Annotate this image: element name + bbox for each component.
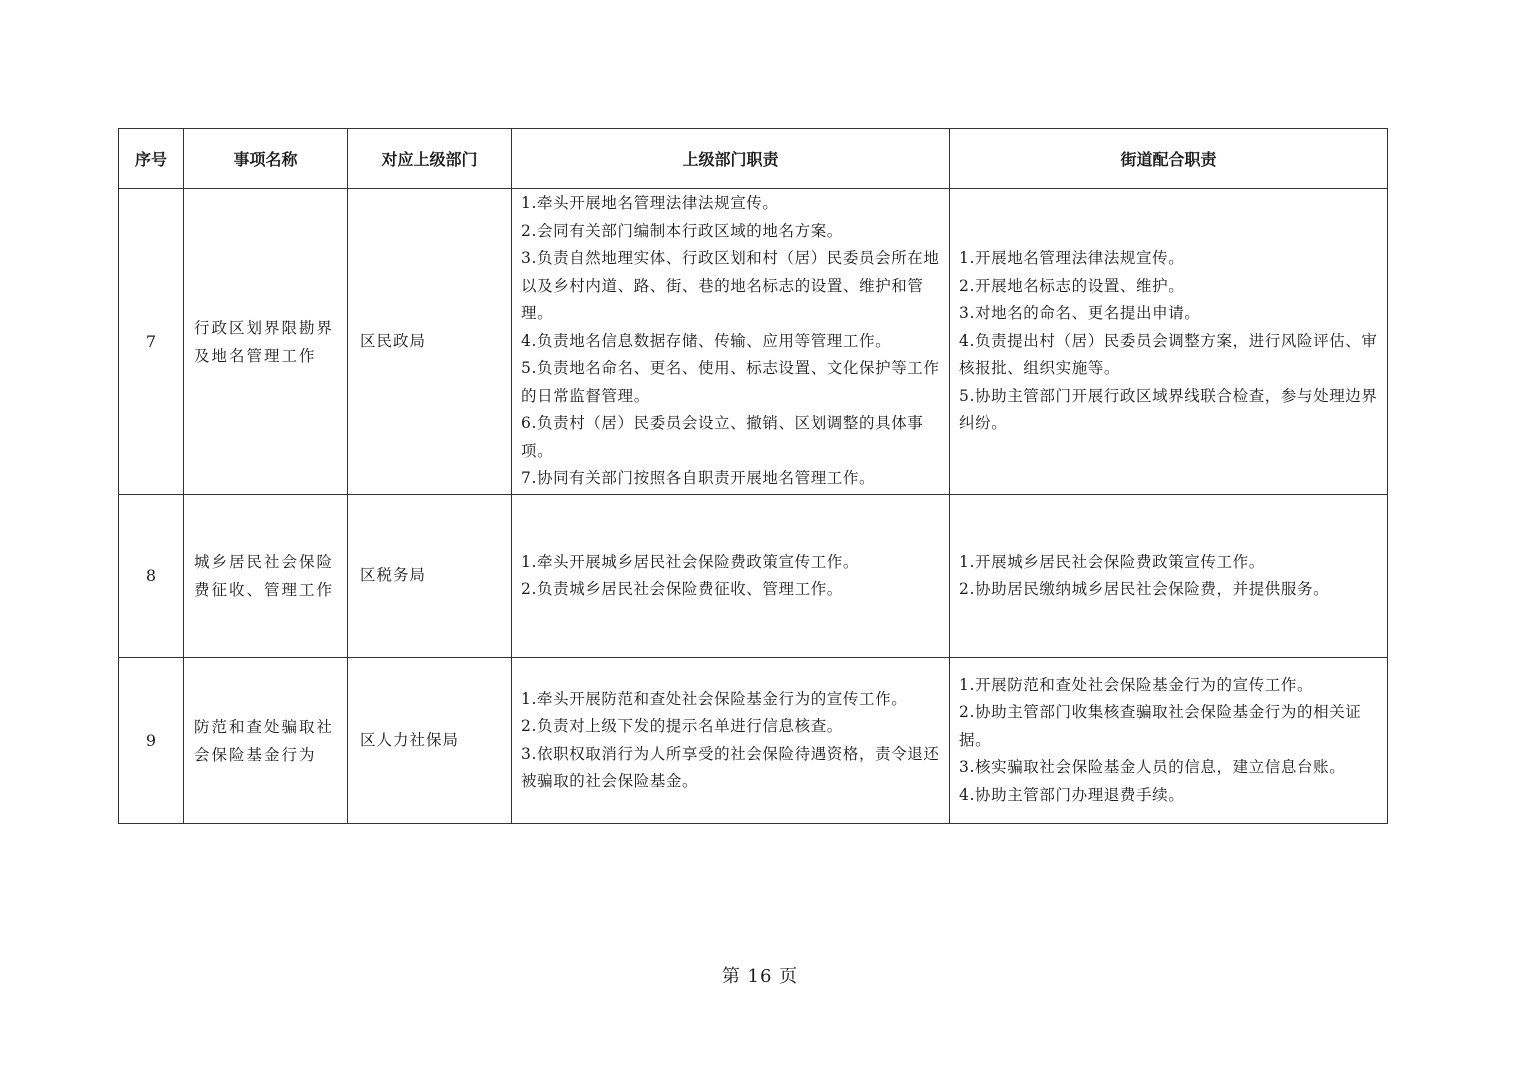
duty-line: 1.开展地名管理法律法规宣传。 [959, 249, 1185, 268]
duty-line: 5.协助主管部门开展行政区域界线联合检查，参与处理边界纠纷。 [959, 386, 1378, 433]
duty-line: 2.协助居民缴纳城乡居民社会保险费，并提供服务。 [959, 580, 1330, 598]
row-seq: 9 [119, 658, 184, 824]
duty-line: 3.依职权取消行为人所享受的社会保险待遇资格，责令退还被骗取的社会保险基金。 [521, 744, 940, 790]
row-street-duty [950, 189, 1388, 495]
duty-table [118, 128, 1388, 824]
duty-line: 2.协助主管部门收集核查骗取社会保险基金行为的相关证据。 [959, 703, 1362, 749]
row-seq: 8 [119, 495, 184, 658]
duty-line: 2.负责城乡居民社会保险费征收、管理工作。 [521, 580, 843, 598]
duty-line: 7.协同有关部门按照各自职责开展地名管理工作。 [521, 469, 876, 488]
row-street-duty [950, 495, 1388, 658]
row-seq: 7 [119, 189, 184, 495]
duty-line: 2.开展地名标志的设置、维护。 [959, 276, 1185, 295]
table-header-row [119, 129, 1388, 189]
row-dept: 区税务局 [348, 495, 512, 658]
duty-line: 4.协助主管部门办理退费手续。 [959, 785, 1185, 804]
duty-line: 5.负责地名命名、更名、使用、标志设置、文化保护等工作的日常监督管理。 [521, 359, 940, 405]
header-dept: 对应上级部门 [348, 129, 512, 189]
duty-line: 6.负责村（居）民委员会设立、撤销、区划调整的具体事项。 [521, 414, 924, 460]
header-dept-duty: 上级部门职责 [512, 129, 950, 189]
duty-line: 2.负责对上级下发的提示名单进行信息核查。 [521, 717, 843, 735]
duty-line: 4.负责提出村（居）民委员会调整方案，进行风险评估、审核报批、组织实施等。 [959, 331, 1378, 378]
duty-line: 1.牵头开展地名管理法律法规宣传。 [521, 194, 779, 213]
row-item-name: 城乡居民社会保险费征收、管理工作 [184, 495, 348, 658]
row-dept-duty [512, 658, 950, 824]
table-row [119, 658, 1388, 824]
header-item-name: 事项名称 [184, 129, 348, 189]
row-item-name: 行政区划界限勘界及地名管理工作 [184, 189, 348, 495]
table-row [119, 495, 1388, 658]
row-item-name: 防范和查处骗取社会保险基金行为 [184, 658, 348, 824]
duty-line: 1.开展防范和查处社会保险基金行为的宣传工作。 [959, 675, 1314, 694]
duty-line: 3.负责自然地理实体、行政区划和村（居）民委员会所在地以及乡村内道、路、街、巷的地名标志的设置、维护和管理。 [521, 249, 940, 323]
header-seq: 序号 [119, 129, 184, 189]
duty-line: 1.开展城乡居民社会保险费政策宣传工作。 [959, 552, 1265, 571]
duty-line: 4.负责地名信息数据存储、传输、应用等管理工作。 [521, 331, 892, 350]
duty-line: 2.会同有关部门编制本行政区域的地名方案。 [521, 221, 843, 240]
duty-line: 3.对地名的命名、更名提出申请。 [959, 304, 1201, 323]
row-street-duty [950, 658, 1388, 824]
row-dept: 区民政局 [348, 189, 512, 495]
duty-line: 3.核实骗取社会保险基金人员的信息，建立信息台账。 [959, 758, 1346, 777]
header-street-duty: 街道配合职责 [950, 129, 1388, 189]
page-number: 第 16 页 [721, 966, 799, 987]
table-row [119, 189, 1388, 495]
duty-line: 1.牵头开展城乡居民社会保险费政策宣传工作。 [521, 552, 859, 571]
row-dept-duty [512, 189, 950, 495]
duty-line: 1.牵头开展防范和查处社会保险基金行为的宣传工作。 [521, 689, 908, 708]
row-dept: 区人力社保局 [348, 658, 512, 824]
row-dept-duty [512, 495, 950, 658]
